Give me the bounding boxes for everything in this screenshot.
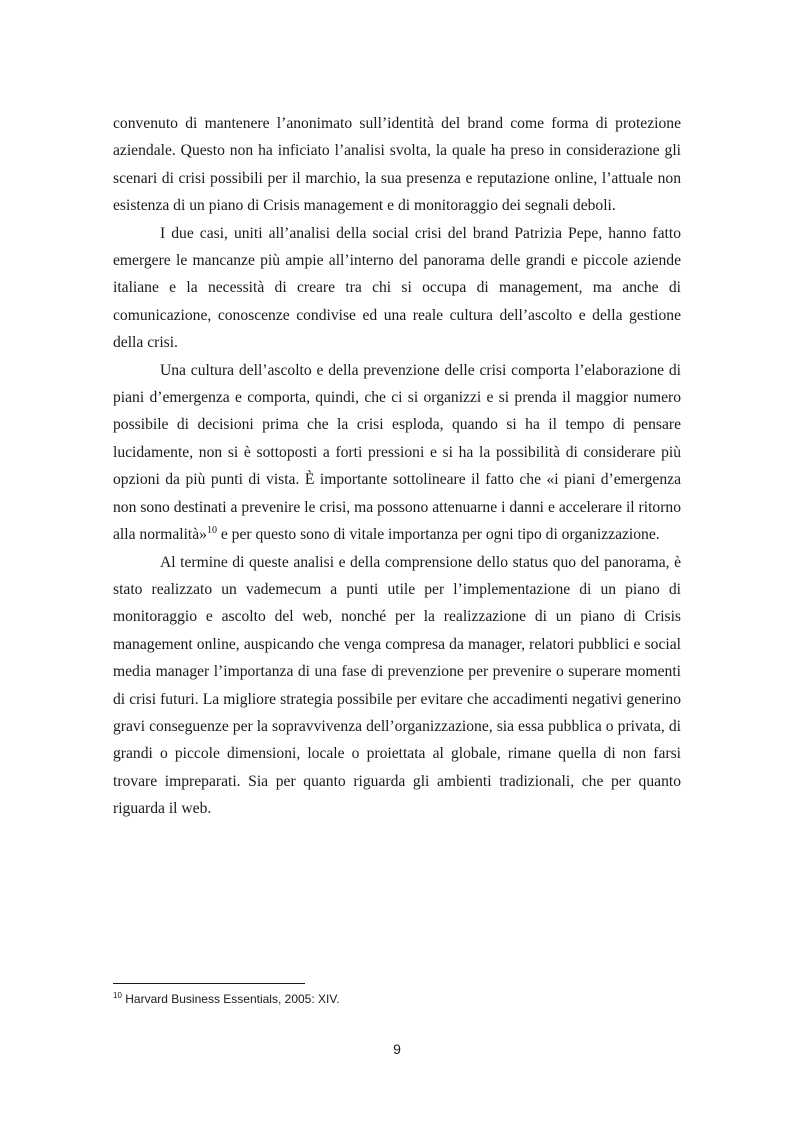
footnote [113,991,681,1007]
paragraph-3 [113,357,681,549]
footnote-reference[interactable]: 10 [206,524,217,536]
footnote-number: 10 [113,991,122,1000]
body-text [113,110,681,823]
paragraph-3-text-b: e per questo sono di vitale importanza per ogni tipo di organizzazione. [216,526,660,544]
paragraph-4 [113,549,681,823]
paragraph-1-text: convenuto di mantenere l’anonimato sull’identità del brand come forma di protezione aziendale. Questo non ha inficiato l’analisi svolta, la quale ha preso in considerazione gli scenari di crisi possibili per il marchio, la sua presenza e reputazione online, l’attuale non esistenza di un piano di Crisis management e di monitoraggio dei segnali deboli. [113,115,681,215]
paragraph-3-text-a: Una cultura dell’ascolto e della prevenzione delle crisi comporta l’elaborazione di piani d’emergenza e comporta, quindi, che ci si organizzi e si prenda il maggior numero possibile di decisioni prima che la crisi esploda, quando si ha il tempo di pensare lucidamente, non si è sottoposti a forti pressioni e si ha la possibilità di considerare più opzioni da più punti di vista. È importante sottolineare il fatto che «i piani d’emergenza non sono destinati a prevenire le crisi, ma possono attenuarne i danni e accelerare il ritorno alla normalità» [113,361,681,544]
paragraph-1 [113,110,681,220]
paragraph-2 [113,220,681,357]
footnote-text: Harvard Business Essentials, 2005: XIV. [121,992,340,1006]
page-number: 9 [393,1041,401,1057]
footnote-separator [113,983,305,984]
paragraph-2-text: I due casi, uniti all’analisi della social crisi del brand Patrizia Pepe, hanno fatto emergere le mancanze più ampie all’interno del panorama delle grandi e piccole aziende italiane e la necessità di creare tra chi si occupa di management, ma anche di comunicazione, conoscenze condivise ed una reale cultura dell’ascolto e della gestione della crisi. [113,224,681,352]
paragraph-4-text: Al termine di queste analisi e della comprensione dello status quo del panorama, è stato realizzato un vademecum a punti utile per l’implementazione di un piano di monitoraggio e ascolto del web, nonché per la realizzazione di un piano di Crisis management online, auspicando che venga compresa da manager, relatori pubblici e social media manager l’importanza di una fase di prevenzione per prevenire o superare momenti di crisi futuri. La migliore strategia possibile per evitare che accadimenti negativi generino gravi conseguenze per la sopravvivenza dell’organizzazione, sia essa pubblica o privata, di grandi o piccole dimensioni, locale o proiettata al globale, rimane quella di non farsi trovare impreparati. Sia per quanto riguarda gli ambienti tradizionali, che per quanto riguarda il web. [113,553,681,818]
